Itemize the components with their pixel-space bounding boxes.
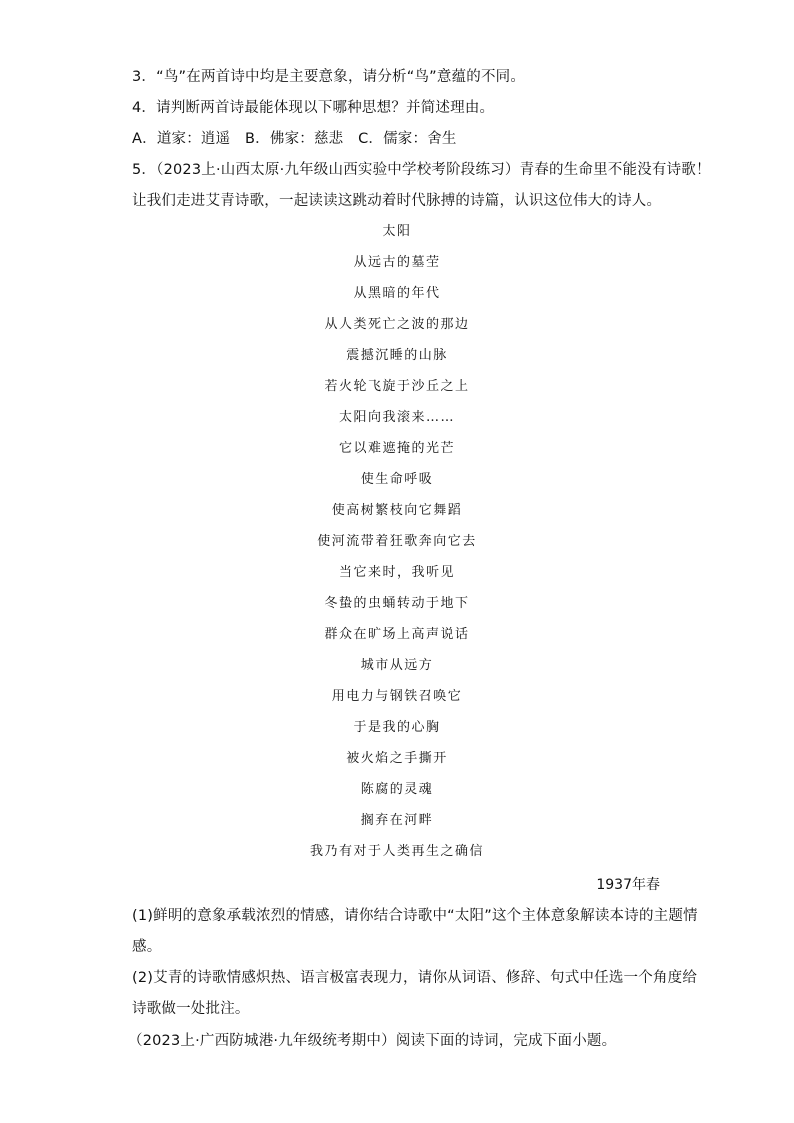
poem-line: 当它来时，我听见	[338, 565, 455, 580]
poem-line: 于是我的心胸	[353, 720, 441, 735]
poem-line: 被火焰之手撕开	[346, 751, 448, 766]
poem-line: 太阳向我滚来……	[338, 410, 455, 425]
poem-line: 使高树繁枝向它舞蹈	[331, 503, 463, 518]
subquestion-1-line-2: 感。	[132, 939, 162, 955]
question-4-options: A．道家：逍遥 B．佛家：慈悲 C．儒家：舍生	[132, 131, 457, 147]
subquestion-2-line-2: 诗歌做一处批注。	[132, 1001, 250, 1017]
question-4: 4．请判断两首诗最能体现以下哪种思想？并简述理由。	[132, 100, 495, 116]
subquestion-1-line-1: (1)鲜明的意象承载浓烈的情感，请你结合诗歌中“太阳”这个主体意象解读本诗的主题情	[132, 908, 698, 924]
poem-line: 从人类死亡之波的那边	[324, 317, 470, 332]
poem-line: 冬蛰的虫蛹转动于地下	[324, 596, 470, 611]
poem-line: 震撼沉睡的山脉	[346, 348, 448, 363]
poem-line: 它以难遮掩的光芒	[338, 441, 455, 456]
subquestion-2-line-1: (2)艾青的诗歌情感炽热、语言极富表现力，请你从词语、修辞、句式中任选一个角度给	[132, 970, 698, 986]
poem-line: 若火轮飞旋于沙丘之上	[324, 379, 470, 394]
poem-title: 太阳	[382, 224, 412, 239]
poem-line: 城市从远方	[360, 658, 434, 673]
next-section-heading: （2023上·广西防城港·九年级统考期中）阅读下面的诗词，完成下面小题。	[128, 1033, 617, 1049]
question-5-line-2: 让我们走进艾青诗歌，一起读读这跳动着时代脉搏的诗篇，认识这位伟大的诗人。	[132, 193, 662, 209]
poem-line: 从远古的墓茔	[353, 255, 441, 270]
question-3: 3．“鸟”在两首诗中均是主要意象，请分析“鸟”意蕴的不同。	[132, 69, 526, 85]
poem-date: 1937年春	[596, 877, 660, 893]
poem-line: 群众在旷场上高声说话	[324, 627, 470, 642]
poem-line: 搁弃在河畔	[360, 813, 434, 828]
question-5-line-1: 5．（2023上·山西太原·九年级山西实验中学校考阶段练习）青春的生命里不能没有诗歌！	[132, 162, 711, 178]
poem-line: 从黑暗的年代	[353, 286, 441, 301]
poem-line: 陈腐的灵魂	[360, 782, 434, 797]
poem-line: 使河流带着狂歌奔向它去	[317, 534, 477, 549]
poem-line: 用电力与钢铁召唤它	[331, 689, 463, 704]
poem-line: 我乃有对于人类再生之确信	[309, 844, 484, 859]
poem-line: 使生命呼吸	[360, 472, 434, 487]
